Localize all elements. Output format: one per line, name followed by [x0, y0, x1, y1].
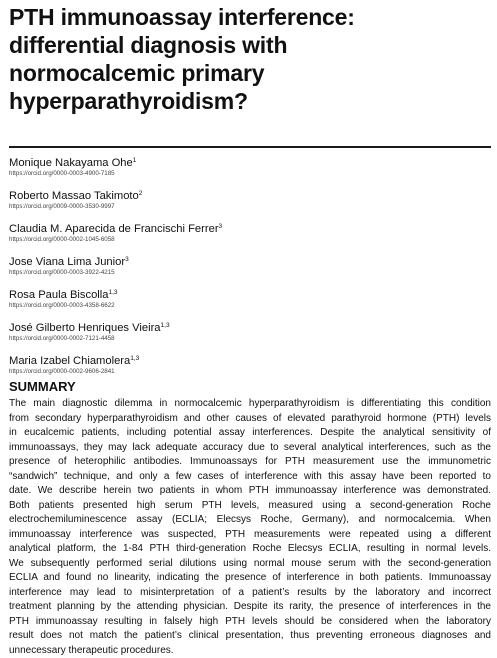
- title-line: PTH immunoassay interference:: [9, 4, 355, 30]
- summary-text: [9, 397, 491, 658]
- author-name: José Gilberto Henriques Vieira: [9, 322, 161, 334]
- summary-line: in eucalcemic patients, including potential assay interferences. Despite the analytical sensitivity of: [9, 427, 491, 438]
- author-affiliation: 2: [138, 190, 143, 197]
- title-line: normocalcemic primary: [9, 60, 265, 86]
- author-affiliation: 1: [132, 157, 137, 164]
- summary-line: interference may lead to misinterpretation of a patient’s results by the laboratory and incorrect: [9, 586, 491, 598]
- author-affiliation: 1,3: [130, 355, 140, 362]
- author-orcid-link[interactable]: https://orcid.org/0009-0000-3530-9997: [9, 203, 115, 210]
- author-entry: [9, 354, 489, 384]
- author-orcid-link[interactable]: https://orcid.org/0000-0003-4900-7185: [9, 170, 115, 177]
- summary-line: presence of heterophilic antibodies. Immunoassays for PTH measurement use the immunometric: [9, 456, 491, 467]
- summary-line: Both patients presented high serum PTH levels, measured using a second-generation Roche: [9, 499, 491, 511]
- author-affiliation: 1,3: [108, 289, 118, 296]
- author-entry: [9, 288, 489, 318]
- author-name-line: [9, 255, 489, 269]
- author-name-line: [9, 156, 489, 170]
- title-line: hyperparathyroidism?: [9, 88, 248, 114]
- summary-line: “sandwich” technique, and only a few cases of interference with this assay have been reported to: [9, 470, 491, 482]
- author-name: Roberto Massao Takimoto: [9, 190, 139, 202]
- author-name: Claudia M. Aparecida de Francischi Ferrer: [9, 223, 219, 235]
- author-name-line: [9, 321, 489, 335]
- author-entry: [9, 255, 489, 285]
- author-entry: [9, 189, 489, 219]
- summary-line: immunoassays, they may lack adequate accuracy due to several analytical interferences, such as the: [9, 441, 491, 453]
- author-name: Maria Izabel Chiamolera: [9, 355, 131, 367]
- summary-line: The main diagnostic dilemma in normocalcemic hyperparathyroidism is differentiating this condition: [9, 398, 491, 409]
- summary-line: We subsequently performed serial dilutions using normal mouse serum with the second-generation: [9, 557, 491, 569]
- summary-line: electrochemiluminescence assay (ECLIA; Elecsys Roche, Germany), and normocalcemia. When: [9, 514, 491, 525]
- author-orcid-link[interactable]: https://orcid.org/0000-0003-3922-4215: [9, 269, 115, 276]
- summary-line: treatment planning by the attending physician. Despite its rarity, the presence of interferences in the: [9, 601, 491, 612]
- summary-heading: SUMMARY: [9, 379, 76, 394]
- author-entry: [9, 321, 489, 351]
- summary-line: from secondary hyperparathyroidism and other causes of elevated parathyroid hormone (PTH) levels: [9, 412, 491, 424]
- author-name: Jose Viana Lima Junior: [9, 256, 126, 268]
- author-name-line: [9, 354, 489, 368]
- author-name-line: [9, 189, 489, 203]
- author-orcid-link[interactable]: https://orcid.org/0000-0003-4358-6622: [9, 302, 115, 309]
- summary-line: date. We describe herein two patients in whom PTH immunoassay interference was demonstrated.: [9, 485, 491, 496]
- author-entry: [9, 156, 489, 186]
- author-affiliation: 3: [125, 256, 129, 263]
- author-orcid-link[interactable]: https://orcid.org/0000-0002-7121-4458: [9, 335, 115, 342]
- author-name: Rosa Paula Biscolla: [9, 289, 109, 301]
- author-entry: [9, 222, 489, 252]
- author-list: [9, 156, 489, 387]
- article-title: [9, 3, 489, 115]
- summary-line: result does not match the patient’s clinical presentation, thus preventing erroneous diagnoses and: [9, 630, 491, 641]
- title-divider: [9, 146, 491, 148]
- author-orcid-link[interactable]: https://orcid.org/0000-0002-1045-6058: [9, 236, 115, 243]
- author-name-line: [9, 222, 489, 236]
- author-name-line: [9, 288, 489, 302]
- author-affiliation: 1,3: [160, 322, 170, 329]
- summary-line: analytical platform, the 1-84 PTH third-generation Roche Elecsys ECLIA, resulting in normal levels.: [9, 543, 491, 554]
- summary-line: unnecessary therapeutic procedures.: [9, 644, 174, 656]
- author-orcid-link[interactable]: https://orcid.org/0000-0002-9606-2841: [9, 368, 115, 375]
- title-line: differential diagnosis with: [9, 32, 288, 58]
- summary-line: PTH immunoassay resulting in falsely high PTH levels should be considered when the laboratory: [9, 615, 491, 627]
- summary-line: ECLIA and found no linearity, indicating the presence of interference in both patients. Immunoassay: [9, 572, 491, 583]
- summary-line: immunoassay interference was suspected, PTH measurements were repeated using a different: [9, 528, 491, 540]
- author-affiliation: 3: [218, 223, 223, 230]
- author-name: Monique Nakayama Ohe: [9, 157, 133, 169]
